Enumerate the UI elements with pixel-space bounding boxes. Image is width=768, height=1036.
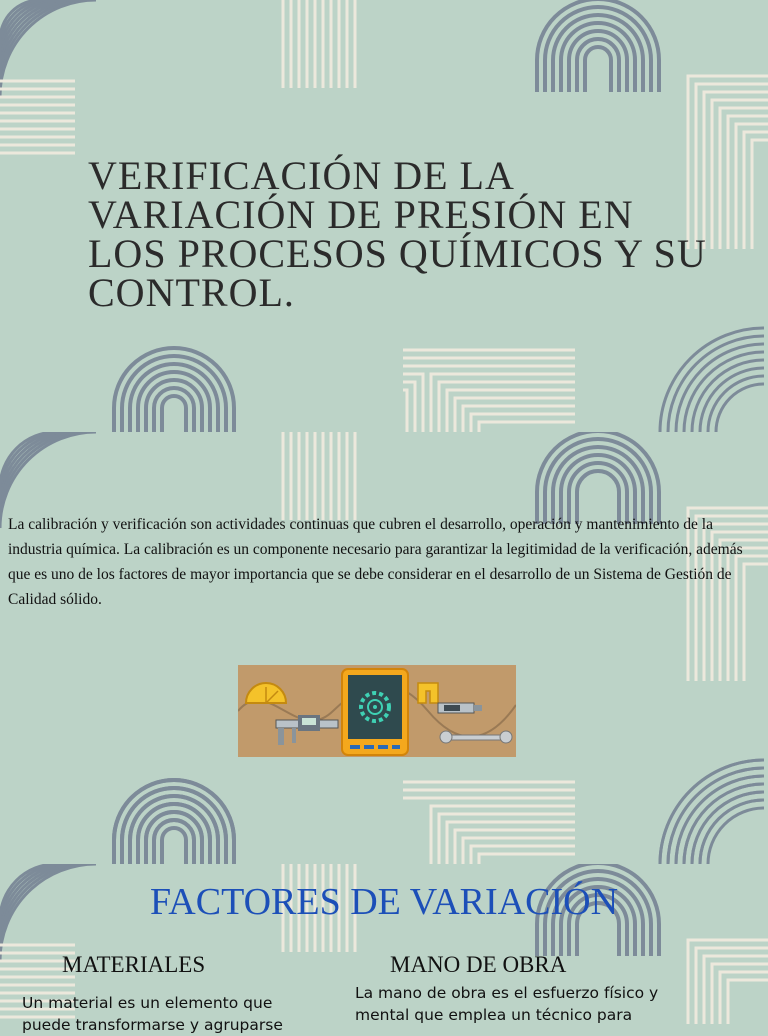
tablet-gear-icon [342,669,408,755]
micrometer-icon [418,683,482,713]
factors-heading: FACTORES DE VARIACIÓN [149,881,619,923]
wrench-icon [440,731,512,743]
arch-decoration [533,432,663,524]
corner-arcs-decoration [656,324,768,432]
vertical-stripes-decoration [280,432,362,520]
column-text-materiales: Un material es un elemento que puede transformarse y agruparse [22,994,283,1034]
column-text-mano-de-obra: La mano de obra es el esfuerzo físico y mental que emplea un técnico para [355,984,659,1024]
slide-title: VERIFICACIÓN DE LA VARIACIÓN DE PRESIÓN EN LOS PROCESOS QUÍMICOS Y SU CONTROL. [88,153,707,315]
vertical-stripes-decoration [280,0,362,88]
arch-decoration [533,0,663,92]
calibration-paragraph: La calibración y verificación son actividades continuas que cubren el desarrollo, operación y mantenimiento de la industria química. La calibración es un componente necesario para garantizar la legitimidad de la verificación, además que es uno de los factores de mayor importancia que se debe considerar en el desarrollo de un Sistema de Gestión de Calidad sólido. [8,516,743,608]
corner-lines-decoration [403,348,575,432]
arch-decoration [110,346,238,432]
measuring-tools-illustration [238,665,516,757]
corner-lines-decoration [686,938,768,1024]
corner-arcs-decoration [656,756,768,864]
corner-lines-decoration [403,780,575,864]
arch-decoration [110,778,238,864]
column-title-mano-de-obra: MANO DE OBRA [390,952,567,977]
slide-1 [0,0,768,432]
protractor-icon [246,683,286,703]
horizontal-stripes-decoration [0,78,75,158]
column-title-materiales: MATERIALES [62,952,206,977]
caliper-icon [276,715,338,745]
